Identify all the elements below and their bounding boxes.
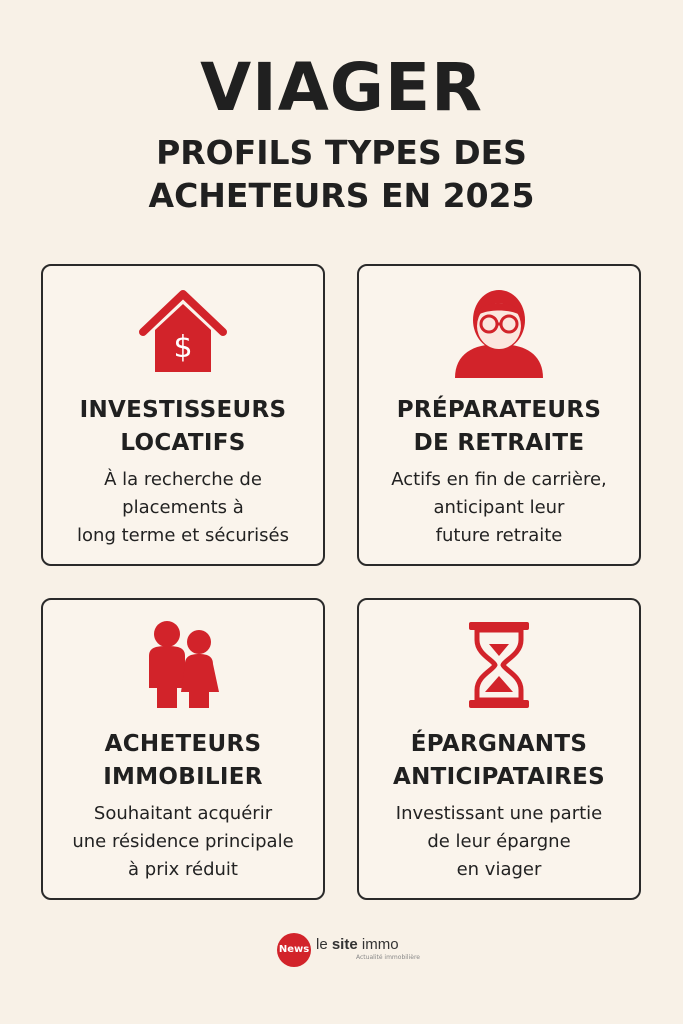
card-title: INVESTISSEURS (79, 397, 287, 423)
card-description: long terme et sécurisés (77, 525, 289, 546)
brand-name (316, 936, 399, 953)
brand-bold: site (331, 936, 358, 953)
profile-card-investisseurs (41, 264, 325, 566)
brand-tail: immo (357, 936, 399, 953)
card-description: anticipant leur (433, 497, 565, 518)
card-title: ÉPARGNANTS (410, 731, 588, 757)
page-subtitle-line2: ACHETEURS EN 2025 (148, 176, 535, 215)
card-description: Souhaitant acquérir (93, 803, 273, 824)
hourglass-icon (467, 620, 531, 714)
card-title: LOCATIFS (120, 430, 246, 456)
couple-icon (141, 618, 225, 714)
profile-card-epargnants (357, 598, 641, 900)
card-description: placements à (122, 497, 244, 518)
card-title: ANTICIPATAIRES (393, 764, 605, 790)
news-badge: News (277, 933, 311, 967)
card-description: À la recherche de (104, 469, 262, 490)
card-description: en viager (456, 859, 542, 880)
card-description: à prix réduit (128, 859, 238, 880)
brand-light: le (316, 936, 332, 953)
card-title: IMMOBILIER (103, 764, 263, 790)
card-description: Investissant une partie (395, 803, 603, 824)
brand-tagline: Actualité immobilière (356, 954, 420, 961)
svg-text:$: $ (173, 330, 193, 365)
card-title: PRÉPARATEURS (396, 397, 602, 423)
profile-card-acheteurs (41, 598, 325, 900)
person-glasses-icon (449, 284, 549, 382)
footer-logo (0, 930, 683, 970)
profile-card-preparateurs (357, 264, 641, 566)
house-dollar-icon (137, 286, 229, 380)
card-description: de leur épargne (427, 831, 571, 852)
page-title: VIAGER (200, 49, 483, 126)
card-title: ACHETEURS (104, 731, 262, 757)
card-description: Actifs en fin de carrière, (391, 469, 607, 490)
card-title: DE RETRAITE (413, 430, 585, 456)
card-description: une résidence principale (72, 831, 294, 852)
page-subtitle-line1: PROFILS TYPES DES (156, 133, 527, 172)
card-description: future retraite (435, 525, 563, 546)
